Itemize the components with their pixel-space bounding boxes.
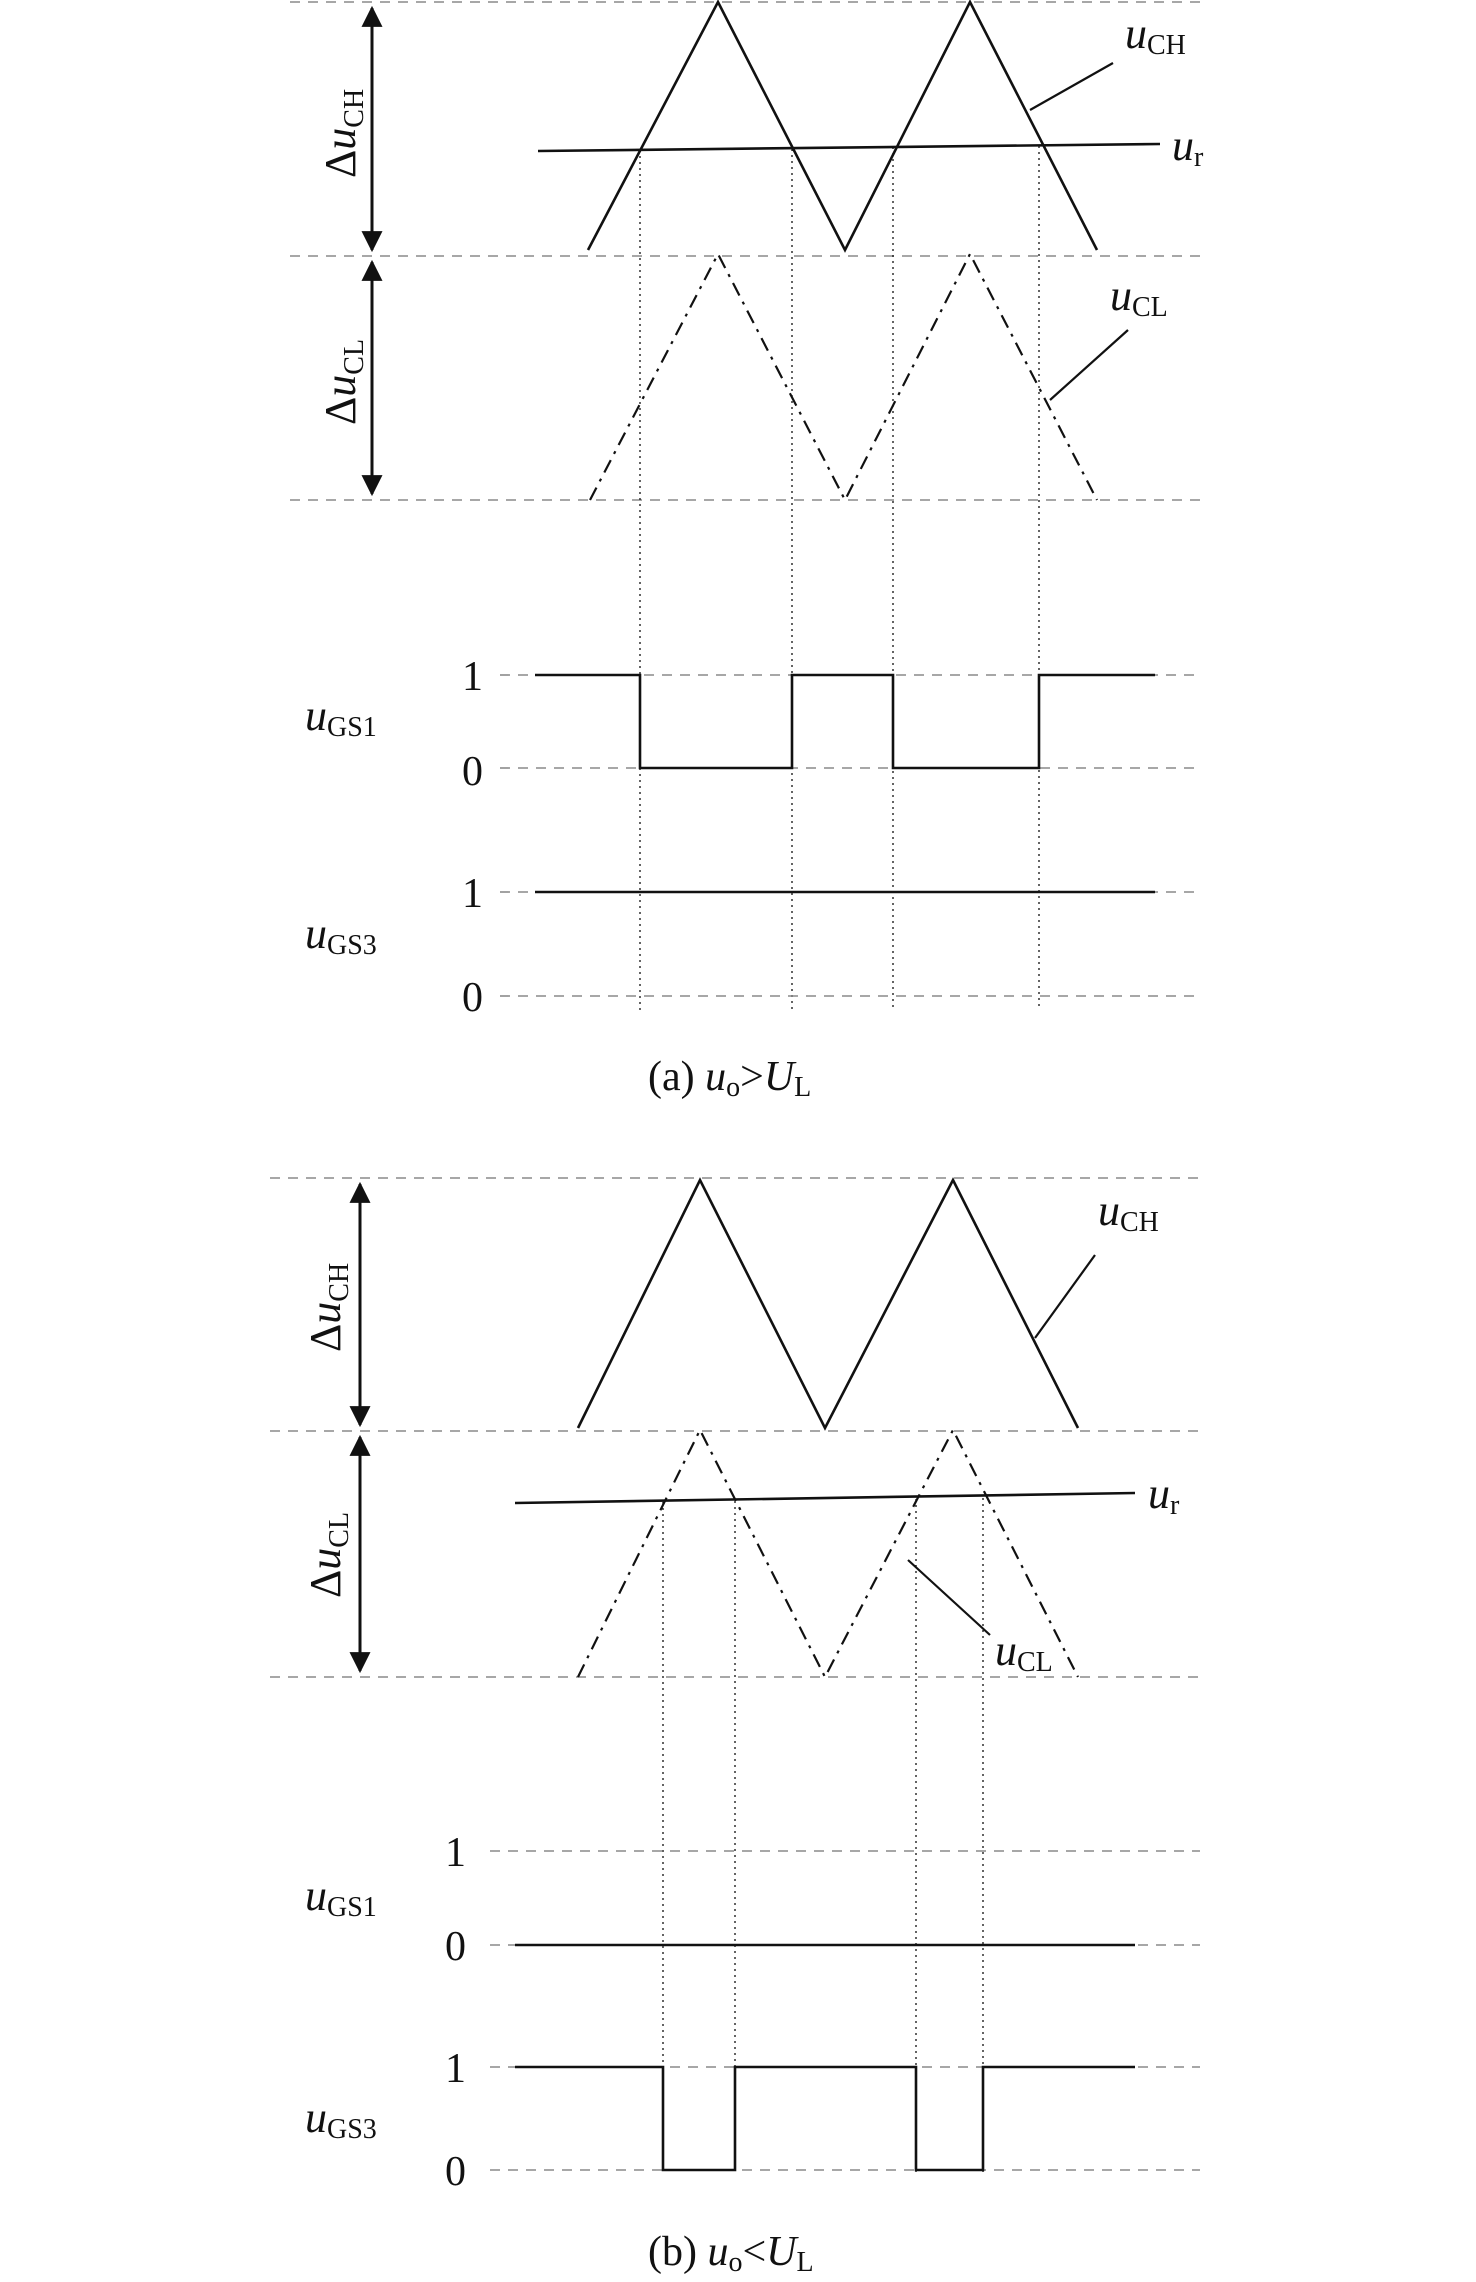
caption-a: (a) uo>UL xyxy=(648,1054,812,1103)
gs3-level-high: 1 xyxy=(462,871,483,917)
ur-reference-line xyxy=(538,144,1160,151)
ur-label: ur xyxy=(1172,121,1204,173)
caption-b: (b) uo<UL xyxy=(648,2229,814,2278)
gs3-label: uGS3 xyxy=(305,909,377,961)
ucl-leader xyxy=(1050,330,1128,400)
gs1-signal-a xyxy=(535,675,1155,768)
gs3-level-low: 0 xyxy=(462,975,483,1021)
ucl-label-b: uCL xyxy=(995,1626,1053,1678)
panel-b xyxy=(270,1178,1200,2278)
ucl-leader-b xyxy=(908,1560,990,1635)
delta-ch-label-b: ΔuCH xyxy=(301,1262,355,1352)
ucH-carrier-wave-b xyxy=(578,1180,1078,1428)
gs1-label: uGS1 xyxy=(305,691,377,743)
ucH-carrier-wave xyxy=(588,2,1097,250)
gs3-level-low-b: 0 xyxy=(445,2149,466,2195)
panel-a xyxy=(290,2,1204,1103)
ucH-leader-b xyxy=(1035,1255,1095,1338)
ucH-label: uCH xyxy=(1125,9,1186,61)
delta-ch-label: ΔuCH xyxy=(316,88,370,178)
ur-label-b: ur xyxy=(1148,1469,1180,1521)
ucH-label-b: uCH xyxy=(1098,1186,1159,1238)
ucH-leader xyxy=(1030,63,1113,110)
ucl-label: uCL xyxy=(1110,271,1168,323)
ur-reference-line-b xyxy=(515,1493,1135,1503)
delta-cl-label: ΔuCL xyxy=(316,338,370,425)
ucl-carrier-wave xyxy=(590,254,1097,500)
delta-cl-label-b: ΔuCL xyxy=(301,1511,355,1598)
gs3-label-b: uGS3 xyxy=(305,2093,377,2145)
gs1-level-low-b: 0 xyxy=(445,1924,466,1970)
gs1-level-high-b: 1 xyxy=(445,1830,466,1876)
gs3-signal-b xyxy=(515,2067,1135,2170)
gs1-level-high: 1 xyxy=(462,654,483,700)
gs3-level-high-b: 1 xyxy=(445,2046,466,2092)
gs1-level-low: 0 xyxy=(462,749,483,795)
gs1-label-b: uGS1 xyxy=(305,1871,377,1923)
